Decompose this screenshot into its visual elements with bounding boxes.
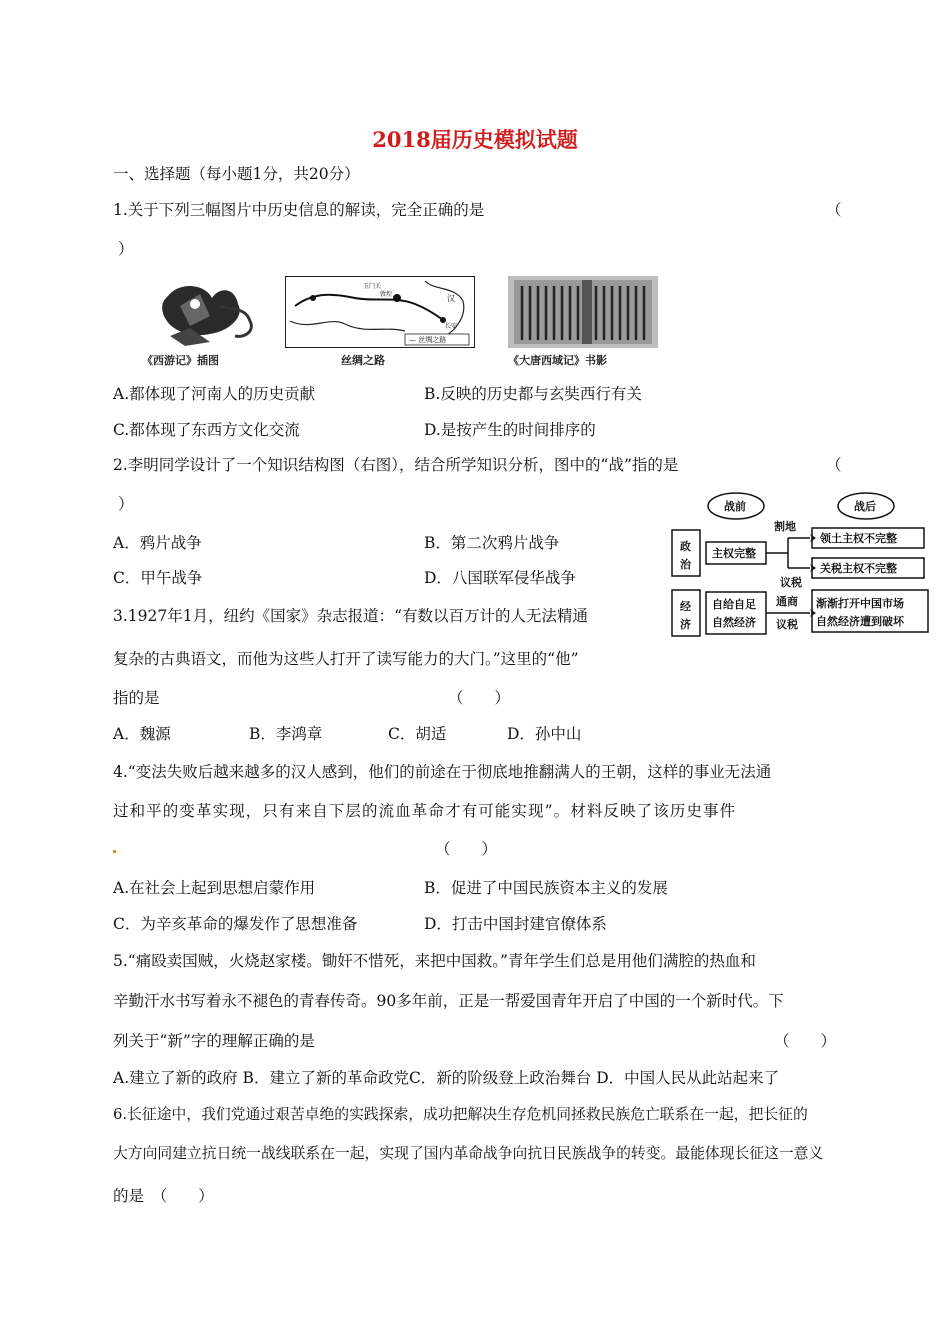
diagram-self-suff-1: 自给自足 [712,598,756,611]
q4-option-d: D．打击中国封建官僚体系 [424,915,607,933]
q5-line2: 辛勤汗水书写着永不褪色的青春传奇。90多年前，正是一帮爱国青年开启了中国的一个新时代。下 [113,992,784,1010]
diagram-tariff: 议税 [780,576,802,589]
q4-line1: 4.“变法失败后越来越多的汉人感到，他们的前途在于彻底地推翻满人的王朝，这样的事业无法通 [113,763,772,781]
datang-xiyuji-book [508,276,658,366]
img2-caption: 丝绸之路 [341,354,385,367]
stray-mark [113,850,116,853]
q2-paren-open: （ [826,456,842,474]
map-label-changan: 长安 [445,323,458,330]
map-label-yumen: 玉门关 [363,283,382,290]
diagram-politics-2: 治 [680,558,691,571]
diagram-tariff2: 议税 [776,618,798,631]
q3-paren: （ ） [448,689,511,707]
q1-option-c: C.都体现了东西方文化交流 [113,421,300,439]
q2-option-d: D．八国联军侵华战争 [424,569,576,587]
q1-stem: 1.关于下列三幅图片中历史信息的解读，完全正确的是 [113,201,485,219]
diagram-sovereign: 主权完整 [712,547,756,560]
diagram-result-3: 渐渐打开中国市场 [816,597,904,610]
journey-west-illustration [142,276,270,367]
section-heading: 一、选择题（每小题1分，共20分） [113,165,360,183]
map-label-han: 汉 [447,294,455,303]
diagram-politics-1: 政 [680,540,691,553]
q1-paren-open: （ [826,201,842,219]
q2-option-a: A．鸦片战争 [113,534,202,552]
q5-paren: （ ） [774,1032,837,1050]
silk-road-map [285,276,475,366]
diagram-economy-1: 经 [680,600,691,613]
q3-line2: 复杂的古典语文，而他为这些人打开了读写能力的大门。”这里的“他” [113,650,579,668]
q6-line1: 6.长征途中，我们党通过艰苦卓绝的实践探索，成功把解决生存危机同拯救民族危亡联系在一起，把长征的 [113,1106,808,1123]
q4-paren: （ ） [435,840,498,858]
page-title: 2018届历史模拟试题 [372,127,578,152]
map-label-dunhuang: 敦煌 [380,291,393,298]
q3-option-c: C．胡适 [388,725,447,743]
q3-line1: 3.1927年1月，纽约《国家》杂志报道：“有数以百万计的人无法精通 [113,607,589,625]
q6-line2: 大方向同建立抗日统一战线联系在一起，实现了国内革命战争向抗日民族战争的转变。最能体现长征这一意义 [113,1145,824,1162]
img1-caption: 《西游记》插图 [142,354,219,367]
diagram-before: 战前 [724,500,746,513]
q3-option-b: B．李鸿章 [249,725,323,743]
q1-option-b: B.反映的历史都与玄奘西行有关 [424,385,642,403]
q4-option-a: A.在社会上起到思想启蒙作用 [113,879,316,897]
q1-paren-close: ） [118,240,134,258]
q5-line1: 5.“痛殴卖国贼，火烧赵家楼。锄奸不惜死，来把中国救。”青年学生们总是用他们满腔的热血和 [113,952,756,970]
q4-line2: 过和平的变革实现，只有来自下层的流血革命才有可能实现”。材料反映了该历史事件 [113,802,737,820]
q3-line3: 指的是 [113,689,160,707]
q3-option-d: D．孙中山 [507,725,582,743]
q1-option-d: D.是按产生的时间排序的 [424,421,596,439]
map-legend: — 丝绸之路 [409,336,447,344]
q4-option-b: B．促进了中国民族资本主义的发展 [424,879,668,897]
q2-option-c: C．甲午战争 [113,569,203,587]
diagram-after: 战后 [854,500,876,513]
q3-option-a: A．魏源 [113,725,171,743]
q2-stem: 2.李明同学设计了一个知识结构图（右图），结合所学知识分析，图中的“战”指的是 [113,456,679,474]
q5-options: A.建立了新的政府 B．建立了新的革命政党C．新的阶级登上政治舞台 D．中国人民从此站起来了 [113,1069,780,1087]
knowledge-structure-diagram [670,488,930,648]
q1-option-a: A.都体现了河南人的历史贡献 [113,385,316,403]
img3-caption: 《大唐西域记》书影 [508,354,607,367]
diagram-result-2: 关税主权不完整 [820,562,897,575]
diagram-result-4: 自然经济遭到破坏 [816,615,904,628]
q5-line3: 列关于“新”字的理解正确的是 [113,1032,315,1050]
diagram-economy-2: 济 [680,618,691,631]
q6-line3: 的是 （ ） [113,1187,214,1205]
q4-option-c: C．为辛亥革命的爆发作了思想准备 [113,915,358,933]
diagram-self-suff-2: 自然经济 [712,616,756,629]
q2-paren-close: ） [118,495,134,513]
q2-option-b: B．第二次鸦片战争 [424,534,560,552]
diagram-cede: 割地 [774,520,796,533]
diagram-trade: 通商 [776,595,798,608]
diagram-result-1: 领土主权不完整 [820,532,897,545]
